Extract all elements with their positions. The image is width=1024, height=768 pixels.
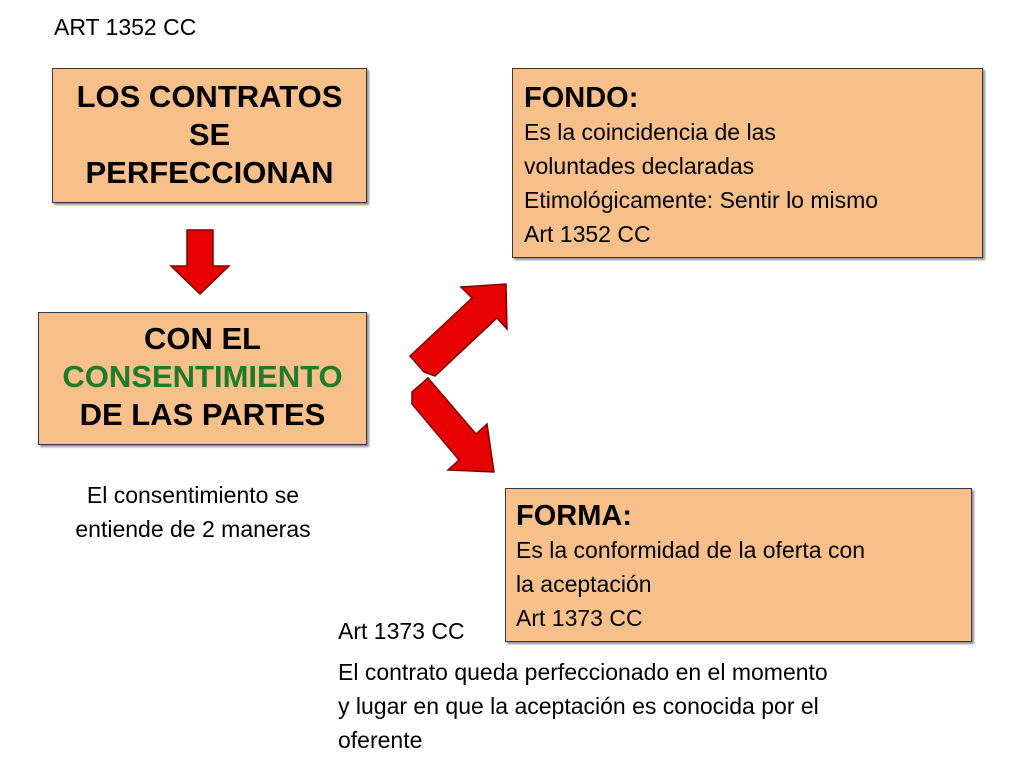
art-1373-text — [338, 655, 978, 757]
contracts-title-line-2: SE — [188, 117, 231, 152]
forma-heading: FORMA: — [516, 500, 632, 532]
forma-line-3: Art 1373 CC — [516, 605, 643, 631]
consent-note — [38, 478, 348, 546]
down-right-arrow-shape — [412, 378, 494, 472]
consent-line-3: DE LAS PARTES — [79, 397, 326, 432]
contracts-title-line-1: LOS CONTRATOS — [76, 79, 343, 114]
fondo-line-3: Etimológicamente: Sentir lo mismo — [524, 187, 879, 213]
contracts-perfected-box — [52, 68, 367, 203]
fondo-heading: FONDO: — [524, 82, 639, 114]
forma-line-1: Es la conformidad de la oferta con — [516, 537, 866, 563]
art-1373-line-3: oferente — [338, 727, 423, 753]
consent-keyword: CONSENTIMIENTO — [62, 359, 343, 394]
consent-note-line-2: entiende de 2 maneras — [75, 516, 311, 542]
consent-box — [38, 312, 367, 445]
up-right-arrow-shape — [410, 284, 507, 376]
fondo-line-1: Es la coincidencia de las — [524, 119, 776, 145]
fondo-box — [512, 68, 983, 258]
art-1373-line-1: El contrato queda perfeccionado en el momento — [338, 659, 828, 685]
consent-line-1: CON EL — [143, 321, 262, 356]
contracts-title-line-3: PERFECCIONAN — [85, 155, 334, 190]
down-arrow-shape — [171, 230, 229, 294]
forma-line-2: la aceptación — [516, 571, 652, 597]
art-1373-line-2: y lugar en que la aceptación es conocida por el — [338, 693, 819, 719]
header-article-ref: ART 1352 CC — [54, 14, 197, 40]
forma-box — [505, 488, 972, 642]
fondo-line-2: voluntades declaradas — [524, 153, 755, 179]
up-right-arrow — [405, 280, 515, 380]
down-right-arrow — [408, 378, 508, 478]
down-arrow — [160, 228, 240, 298]
art-1373-ref: Art 1373 CC — [338, 618, 465, 644]
fondo-line-4: Art 1352 CC — [524, 221, 651, 247]
consent-note-line-1: El consentimiento se — [86, 482, 300, 508]
